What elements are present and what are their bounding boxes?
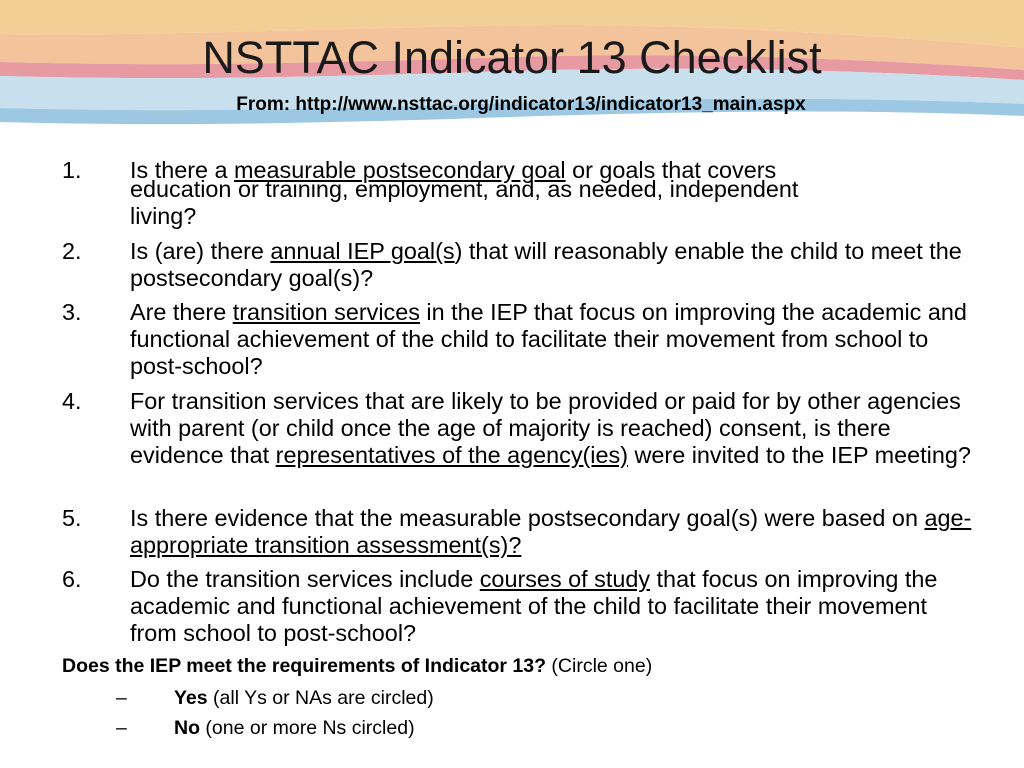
item-link[interactable]: representatives of the agency(ies)	[275, 442, 629, 468]
item-link[interactable]: transition services	[232, 299, 420, 325]
item-text: Are there transition services in the IEP that focus on improving the academic and functional achievement of the child to facilitate their movement from school to post-school?	[130, 299, 967, 379]
question-note: (Circle one)	[546, 655, 653, 677]
option-label: Yes	[174, 687, 208, 709]
option-no[interactable]	[116, 716, 415, 740]
item-text-continuation: living?	[130, 203, 197, 229]
option-detail: (all Ys or NAs are circled)	[207, 687, 434, 709]
option-yes[interactable]	[116, 686, 434, 710]
checklist-item-3	[62, 299, 972, 380]
dash-bullet: –	[116, 687, 127, 709]
item-number: 2.	[62, 238, 82, 264]
summary-question	[62, 654, 652, 678]
item-number: 6.	[62, 566, 82, 592]
checklist-item-2	[62, 238, 972, 292]
item-link[interactable]: courses of study	[479, 566, 651, 592]
item-text: Is there a measurable postsecondary goal or goals that covers	[130, 157, 777, 183]
item-number: 5.	[62, 505, 82, 531]
item-link[interactable]: annual IEP goal(s	[270, 238, 455, 264]
option-detail: (one or more Ns circled)	[200, 717, 415, 739]
item-text: Do the transition services include courses of study that focus on improving the academic and functional achievement of the child to facilitate their movement from school to post-school?	[130, 566, 938, 646]
item-number: 1.	[62, 157, 82, 183]
item-link[interactable]: age-appropriate transition assessment(s)?	[130, 505, 972, 558]
source-url: From: http://www.nsttac.org/indicator13/indicator13_main.aspx	[236, 94, 806, 115]
item-overlap-line: education or training, employment, and, as needed, independent	[130, 176, 799, 202]
item-number: 3.	[62, 299, 82, 325]
checklist-item-6	[62, 566, 972, 647]
slide-title: NSTTAC Indicator 13 Checklist	[202, 32, 822, 83]
item-text: For transition services that are likely to be provided or paid for by other agencies with parent (or child once the age of majority is reached) consent, is there evidence that representatives of the agency(ies) were invited to the IEP meeting?	[130, 388, 971, 468]
option-label: No	[174, 717, 200, 739]
item-link[interactable]: measurable postsecondary goal	[234, 157, 566, 183]
dash-bullet: –	[116, 717, 127, 739]
checklist-item-5	[62, 505, 972, 559]
item-text: Is (are) there annual IEP goal(s) that will reasonably enable the child to meet the postsecondary goal(s)?	[130, 238, 962, 291]
checklist-item-1	[62, 157, 972, 229]
item-number: 4.	[62, 388, 82, 414]
question-bold: Does the IEP meet the requirements of Indicator 13?	[62, 655, 547, 677]
checklist-item-4	[62, 388, 972, 469]
item-text: Is there evidence that the measurable postsecondary goal(s) were based on age-appropriate transition assessment(s)?	[130, 505, 972, 558]
